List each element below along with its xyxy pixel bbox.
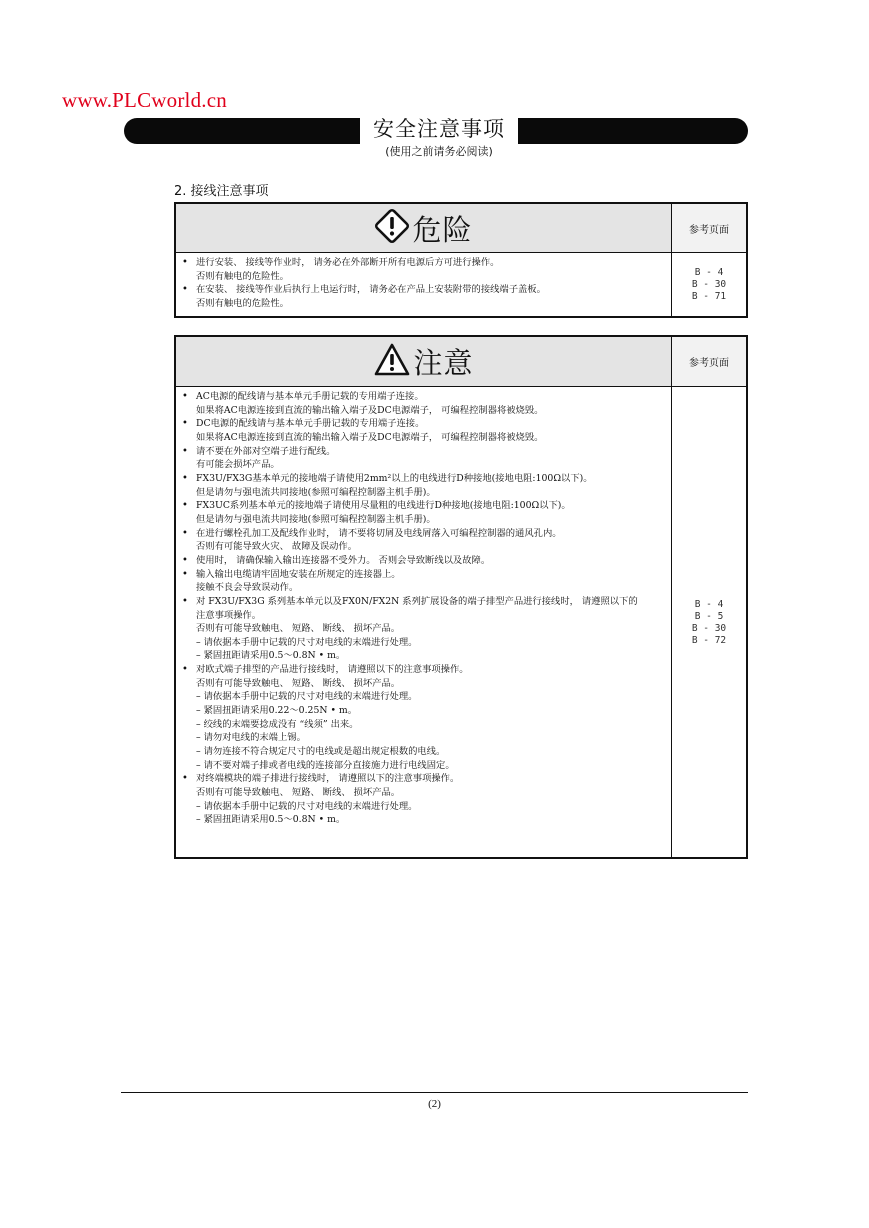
list-item-detail: – 紧固扭距请采用0.5～0.8N • m。: [196, 650, 346, 662]
list-item: [180, 445, 667, 472]
title-banner-left-bar: [124, 118, 360, 144]
list-item: [180, 283, 667, 310]
list-item: [180, 554, 667, 568]
caution-warning-icon: [373, 342, 411, 382]
danger-refs: [672, 253, 746, 317]
list-item-detail: 否则有可能导致火灾、 故障及误动作。: [196, 541, 358, 553]
page-ref: B - 30: [691, 279, 727, 290]
title-banner-right-bar: [518, 118, 748, 144]
page-ref: B - 4: [694, 267, 724, 278]
list-item: [180, 568, 667, 595]
page-ref: B - 5: [694, 610, 724, 622]
caution-title: 注意: [413, 346, 474, 380]
list-item: [180, 772, 667, 827]
list-item: [180, 390, 667, 417]
list-item-text: • FX3UC系列基本单元的接地端子请使用尽量粗的电线进行D种接地(接地电阻:100Ω以下)。: [180, 499, 667, 513]
list-item-text: • 在进行螺栓孔加工及配线作业时， 请不要将切屑及电线屑落入可编程控制器的通风孔内。: [180, 527, 667, 541]
list-item-detail: – 请依据本手册中记载的尺寸对电线的末端进行处理。: [196, 636, 418, 648]
caution-header: [176, 337, 746, 387]
list-item-text: • AC电源的配线请与基本单元手册记载的专用端子连接。: [180, 390, 667, 404]
page-number: (2): [428, 1098, 441, 1110]
watermark-url: www.PLCworld.cn: [62, 88, 227, 112]
list-item-detail: – 请不要对端子排或者电线的连接部分直接施力进行电线固定。: [196, 759, 455, 771]
danger-items: [176, 253, 672, 317]
list-item: [180, 417, 667, 444]
list-item-text: • 对 FX3U/FX3G 系列基本单元以及FX0N/FX2N 系列扩展设备的端子排型产品进行接线时， 请遵照以下的: [180, 595, 667, 609]
list-item-text: • 请不要在外部对空端子进行配线。: [180, 445, 667, 459]
list-item-detail: 否则有触电的危险性。: [196, 270, 289, 282]
page-ref: B - 30: [691, 622, 727, 634]
list-item-detail: – 绞线的末端要捻成没有 “线须” 出来。: [196, 718, 359, 730]
list-item-detail: 否则有可能导致触电、 短路、 断线、 损坏产品。: [196, 623, 401, 635]
list-item-detail: 接触不良会导致误动作。: [196, 582, 299, 594]
list-item-detail: 否则有触电的危险性。: [196, 297, 289, 309]
list-item-detail: 否则有可能导致触电、 短路、 断线、 损坏产品。: [196, 787, 401, 799]
danger-header: [176, 204, 746, 253]
section-heading: 2. 接线注意事项: [174, 184, 269, 199]
list-item-detail: 但是请勿与强电流共同接地(参照可编程控制器主机手册)。: [196, 486, 436, 498]
list-item: [180, 472, 667, 499]
list-item: [180, 527, 667, 554]
list-item-detail: 如果将AC电源连接到直流的输出输入端子及DC电源端子， 可编程控制器将被烧毁。: [196, 404, 544, 416]
list-item-detail: – 请依据本手册中记载的尺寸对电线的末端进行处理。: [196, 691, 418, 703]
list-item-detail: – 请勿连接不符合规定尺寸的电线或是超出规定根数的电线。: [196, 746, 446, 758]
danger-warning-icon: [374, 208, 410, 248]
danger-ref-header: 参考页面: [672, 204, 746, 252]
footer-rule: [121, 1092, 748, 1093]
danger-box: [174, 202, 748, 318]
list-item-detail: – 请依据本手册中记载的尺寸对电线的末端进行处理。: [196, 800, 418, 812]
list-item-detail: – 请勿对电线的末端上锡。: [196, 732, 306, 744]
list-item-detail: 否则有可能导致触电、 短路、 断线、 损坏产品。: [196, 677, 401, 689]
list-item: [180, 256, 667, 283]
page-ref: B - 71: [691, 291, 727, 302]
list-item-text: • 对欧式端子排型的产品进行接线时， 请遵照以下的注意事项操作。: [180, 663, 667, 677]
caution-ref-header: 参考页面: [672, 337, 746, 386]
list-item-text: • DC电源的配线请与基本单元手册记载的专用端子连接。: [180, 417, 667, 431]
list-item: [180, 595, 667, 663]
caution-refs: [672, 387, 746, 858]
page-subtitle: (使用之前请务必阅读): [385, 145, 493, 158]
page-ref: B - 72: [691, 634, 727, 646]
list-item-detail: 但是请勿与强电流共同接地(参照可编程控制器主机手册)。: [196, 513, 436, 525]
list-item-detail: 如果将AC电源连接到直流的输出输入端子及DC电源端子， 可编程控制器将被烧毁。: [196, 431, 544, 443]
list-item: [180, 499, 667, 526]
caution-box: [174, 335, 748, 859]
list-item: [180, 663, 667, 772]
list-item-detail: – 紧固扭距请采用0.5～0.8N • m。: [196, 814, 346, 826]
list-item-text: • 进行安装、 接线等作业时， 请务必在外部断开所有电源后方可进行操作。: [180, 256, 667, 270]
list-item-text: • 使用时， 请确保输入输出连接器不受外力。 否则会导致断线以及故障。: [180, 554, 667, 568]
danger-title: 危险: [412, 212, 473, 247]
list-item-detail: 注意事项操作。: [196, 609, 262, 621]
list-item-detail: – 紧固扭距请采用0.22～0.25N • m。: [196, 705, 358, 717]
list-item-text: • 输入输出电缆请牢固地安装在所规定的连接器上。: [180, 568, 667, 582]
caution-items: [176, 387, 672, 858]
list-item-text: • 对终端模块的端子排进行接线时， 请遵照以下的注意事项操作。: [180, 772, 667, 786]
list-item-text: • 在安装、 接线等作业后执行上电运行时， 请务必在产品上安装附带的接线端子盖板。: [180, 283, 667, 297]
page-title: 安全注意事项: [373, 117, 505, 141]
list-item-detail: 有可能会损坏产品。: [196, 459, 280, 471]
list-item-text: • FX3U/FX3G基本单元的接地端子请使用2mm²以上的电线进行D种接地(接地电阻:100Ω以下)。: [180, 472, 667, 486]
page-ref: B - 4: [694, 598, 724, 610]
